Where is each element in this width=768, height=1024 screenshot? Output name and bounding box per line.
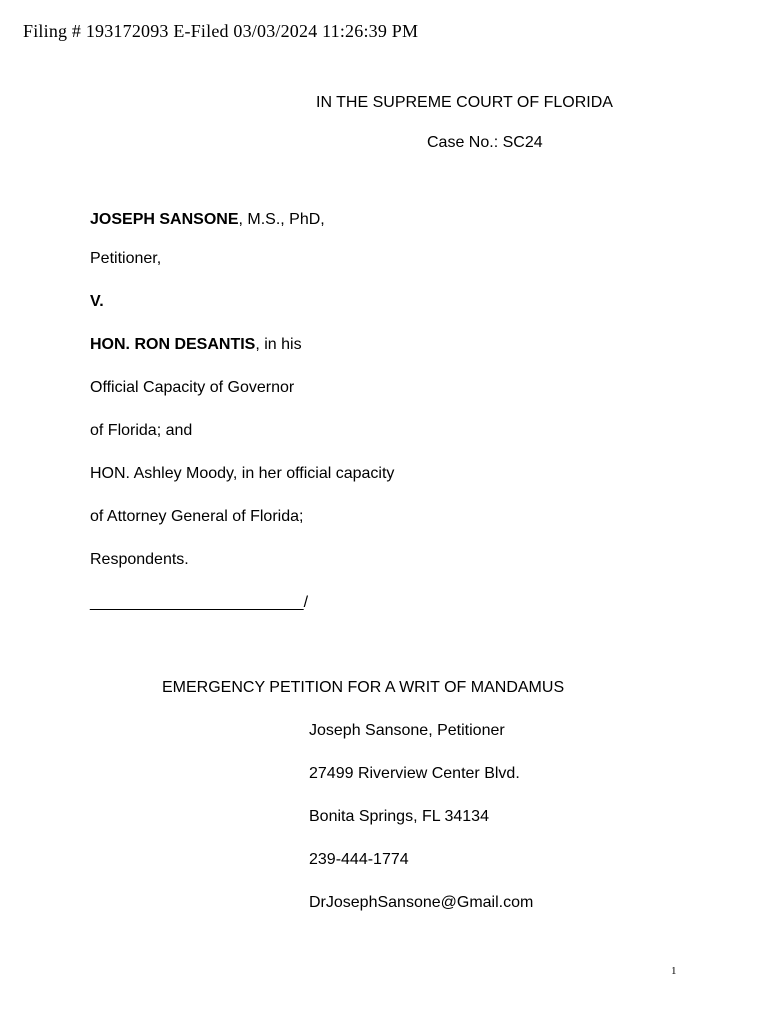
contact-address-2: Bonita Springs, FL 34134 [309, 808, 489, 825]
petitioner-role: Petitioner, [90, 250, 162, 267]
respondent-line-4: HON. Ashley Moody, in her official capacity [90, 465, 395, 482]
petitioner-name: JOSEPH SANSONE [90, 211, 239, 228]
respondent-name-1: HON. RON DESANTIS [90, 336, 256, 353]
document-title: EMERGENCY PETITION FOR A WRIT OF MANDAMUS [162, 679, 565, 696]
contact-address-1: 27499 Riverview Center Blvd. [309, 765, 520, 782]
case-number: Case No.: SC24 [427, 134, 543, 151]
respondent-line-5: of Attorney General of Florida; [90, 508, 304, 525]
filing-header: Filing # 193172093 E-Filed 03/03/2024 11:26:39 PM [23, 21, 419, 41]
respondent-name-1-suffix: , in his [255, 336, 302, 353]
petitioner-line [90, 212, 325, 228]
contact-email: DrJosephSansone@Gmail.com [309, 894, 534, 911]
respondent-line-1 [90, 337, 302, 353]
respondent-line-3: of Florida; and [90, 422, 193, 439]
signature-separator: ________________________/ [90, 594, 309, 611]
court-name: IN THE SUPREME COURT OF FLORIDA [316, 94, 613, 111]
contact-name: Joseph Sansone, Petitioner [309, 722, 505, 739]
versus: V. [90, 293, 104, 310]
respondent-line-2: Official Capacity of Governor [90, 379, 295, 396]
respondents-role: Respondents. [90, 551, 189, 568]
contact-phone: 239-444-1774 [309, 851, 409, 868]
page-number: 1 [671, 965, 677, 977]
petitioner-credentials: , M.S., PhD, [238, 211, 325, 228]
